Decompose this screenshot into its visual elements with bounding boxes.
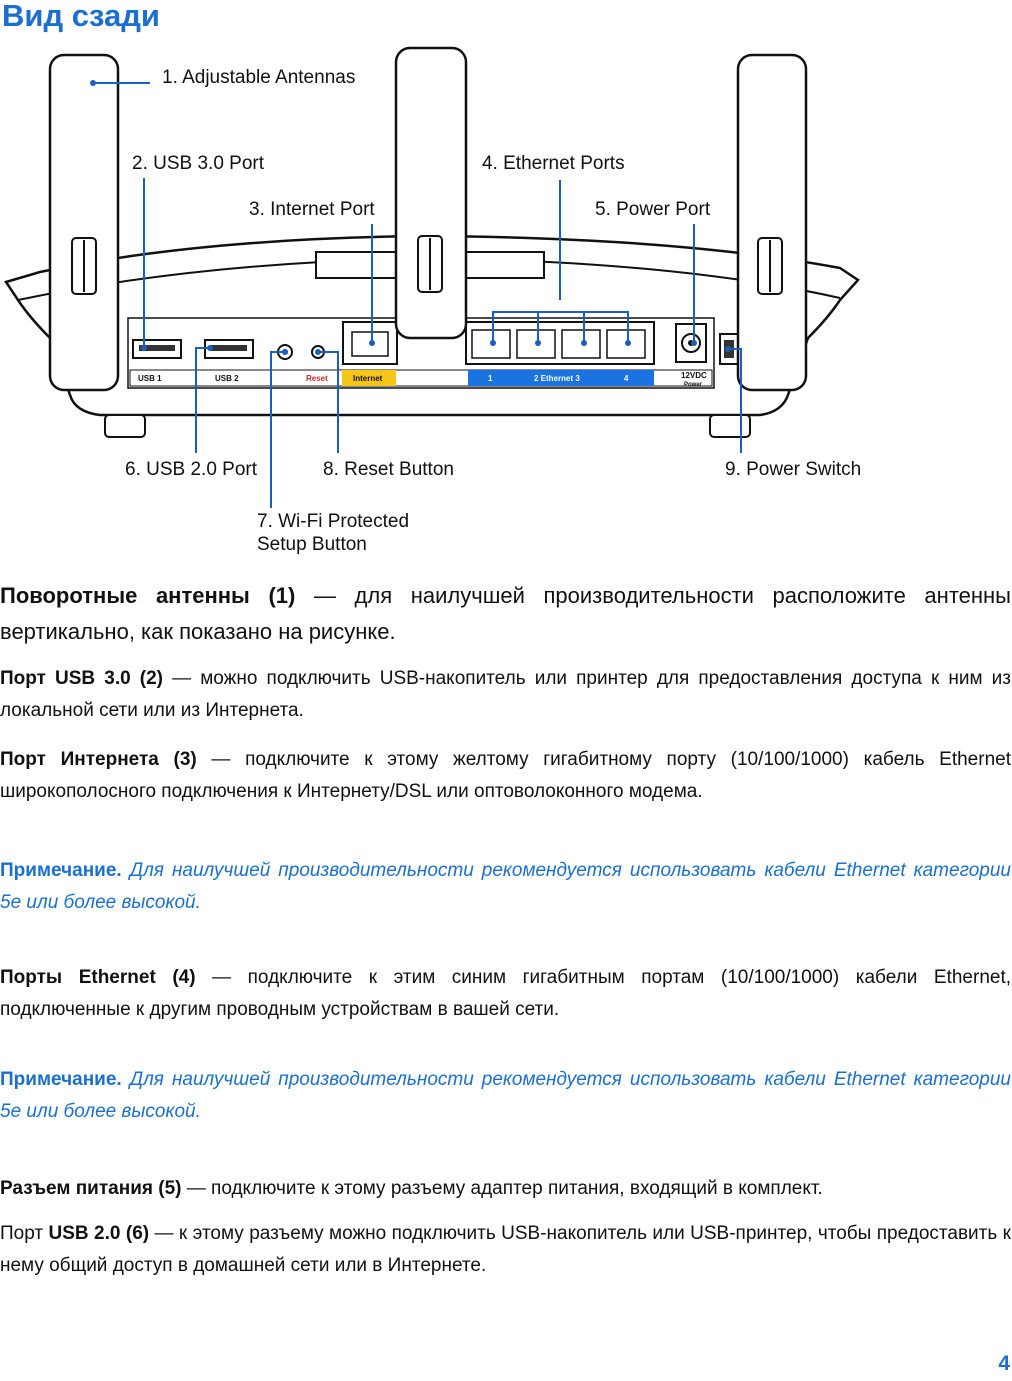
ethernet-port-3 xyxy=(562,330,600,358)
para-power-port: Разъем питания (5) — подключите к этому разъему адаптер питания, входящий в комплект. xyxy=(0,1178,823,1199)
callout-power-port: 5. Power Port xyxy=(595,199,711,220)
foot-right xyxy=(710,415,750,437)
callout-internet-port: 3. Internet Port xyxy=(249,199,375,220)
para-usb2: Порт USB 2.0 (6) — к этому разъему можно подключить USB-накопитель или USB-принтер, чтобы предоставить к нему общий доступ в домашней сети или в Интернете. xyxy=(0,1223,1011,1276)
callout-power-switch: 9. Power Switch xyxy=(725,459,862,480)
callout-antennas: 1. Adjustable Antennas xyxy=(162,67,356,88)
para-usb3: Порт USB 3.0 (2) — можно подключить USB-накопитель или принтер для предоставления доступа к ним из локальной сети или из Интернета. xyxy=(0,668,1011,721)
note-1: Примечание. Для наилучшей производительности рекомендуется использовать кабели Ethernet категории 5e или более высокой. xyxy=(0,860,1011,913)
para-internet-port: Порт Интернета (3) — подключите к этому желтому гигабитному порту (10/100/1000) кабель Ethernet широкополосного подключения к Интернету/DSL или оптоволоконного модема. xyxy=(0,749,1011,802)
label-power: Power xyxy=(684,382,703,388)
label-usb2: USB 2 xyxy=(215,374,239,383)
page-heading: Вид сзади xyxy=(2,0,160,33)
callout-reset: 8. Reset Button xyxy=(323,459,454,480)
label-12vdc: 12VDC xyxy=(681,371,707,380)
label-reset: Reset xyxy=(306,374,328,383)
label-usb1: USB 1 xyxy=(138,374,162,383)
page-number: 4 xyxy=(998,1352,1010,1375)
label-eth4: 4 xyxy=(624,374,629,383)
callout-usb2: 6. USB 2.0 Port xyxy=(125,459,258,480)
para-ethernet-ports: Порты Ethernet (4) — подключите к этим синим гигабитным портам (10/100/1000) кабели Ethernet, подключенные к другим проводным устройствам в вашей сети. xyxy=(0,967,1012,1020)
callout-ethernet-ports: 4. Ethernet Ports xyxy=(482,153,625,174)
foot-left xyxy=(105,415,145,437)
antenna-right xyxy=(738,55,806,390)
antenna-left xyxy=(50,55,118,390)
antenna-center xyxy=(396,48,466,338)
label-internet: Internet xyxy=(353,374,383,383)
note-2: Примечание. Для наилучшей производительности рекомендуется использовать кабели Ethernet категории 5e или более высокой. xyxy=(0,1069,1011,1122)
label-eth1: 1 xyxy=(488,374,493,383)
para-antennas: Поворотные антенны (1) — для наилучшей производительности расположите антенны вертикально, как показано на рисунке. xyxy=(0,583,1011,644)
router-rear-view-diagram xyxy=(0,40,1012,570)
callout-wps-line2: Setup Button xyxy=(257,534,367,555)
label-eth-mid: 2 Ethernet 3 xyxy=(534,374,580,383)
callout-wps-line1: 7. Wi-Fi Protected xyxy=(257,511,410,532)
callout-usb3: 2. USB 3.0 Port xyxy=(132,153,265,174)
